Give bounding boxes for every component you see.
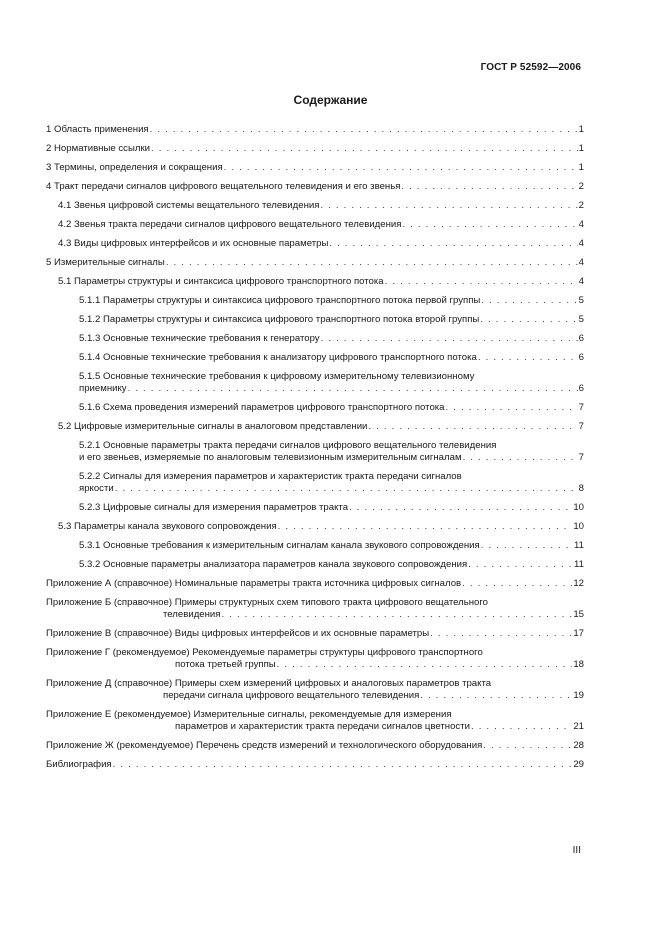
toc-entry-title: Приложение Б (справочное) Примеры структурных схем типового тракта цифрового вещательного: [46, 597, 488, 608]
toc-entry[interactable]: [46, 295, 584, 307]
dot-leader: [463, 452, 578, 464]
dot-leader: [471, 721, 572, 733]
dot-leader: [128, 383, 578, 395]
dot-leader: [480, 314, 577, 326]
dot-leader: [368, 421, 577, 433]
toc-entry-page: 1: [578, 143, 584, 154]
toc-entry[interactable]: [46, 238, 584, 250]
dot-leader: [221, 609, 572, 621]
toc-entry-title: 5.1.1 Параметры структуры и синтаксиса цифрового транспортного потока первой группы: [79, 295, 481, 306]
toc-entry-page: 6: [578, 333, 584, 344]
toc-entry-page: 17: [573, 628, 584, 639]
toc-entry[interactable]: [46, 333, 584, 345]
toc-entry-page: 28: [573, 740, 584, 751]
toc-entry-title: 5.1.2 Параметры структуры и синтаксиса цифрового транспортного потока второй группы: [79, 314, 480, 325]
toc-entry[interactable]: [46, 559, 584, 571]
toc-entry-page: 8: [578, 483, 584, 494]
dot-leader: [468, 559, 573, 571]
dot-leader: [478, 352, 578, 364]
dot-leader: [151, 143, 578, 155]
toc-entry-page: 4: [578, 238, 584, 249]
dot-leader: [402, 219, 577, 231]
toc-entry-title: Приложение Е (рекомендуемое) Измерительные сигналы, рекомендуемые для измерения: [46, 709, 452, 720]
toc-entry-title: и его звеньев, измеряемые по аналоговым телевизионным измерительным сигналам: [79, 452, 462, 463]
toc-entry[interactable]: [46, 678, 584, 702]
toc-entry-page: 15: [573, 609, 584, 620]
toc-entry-title: 3 Термины, определения и сокращения: [46, 162, 223, 173]
toc-entry-page: 2: [578, 200, 584, 211]
toc-entry-title: передачи сигнала цифрового вещательного телевидения: [163, 690, 420, 701]
toc-entry[interactable]: [46, 440, 584, 464]
toc-entry-title: 5.2 Цифровые измерительные сигналы в аналоговом представлении: [58, 421, 368, 432]
toc-entry-title: Приложение Г (рекомендуемое) Рекомендуемые параметры структуры цифрового транспортного: [46, 647, 483, 658]
toc-entry-title: Приложение Ж (рекомендуемое) Перечень средств измерений и технологического оборудования: [46, 740, 483, 751]
toc-entry[interactable]: [46, 181, 584, 193]
toc-entry[interactable]: [46, 740, 584, 752]
toc-entry-page: 4: [578, 219, 584, 230]
toc-entry[interactable]: [46, 143, 584, 155]
dot-leader: [349, 502, 572, 514]
toc-entry-page: 5: [578, 314, 584, 325]
toc-entry-title: приемнику: [79, 383, 127, 394]
toc-entry-page: 21: [573, 721, 584, 732]
toc-entry-title: 1 Область применения: [46, 124, 149, 135]
toc-entry[interactable]: [46, 521, 584, 533]
toc-entry-title: яркости: [79, 483, 114, 494]
toc-entry-page: 29: [573, 759, 584, 770]
toc-entry-title: 5.1 Параметры структуры и синтаксиса цифрового транспортного потока: [58, 276, 384, 287]
dot-leader: [224, 162, 578, 174]
dot-leader: [401, 181, 577, 193]
toc-entry-page: 1: [578, 162, 584, 173]
toc-entry-page: 18: [573, 659, 584, 670]
toc-entry-page: 10: [573, 502, 584, 513]
toc-entry-title: 5.1.3 Основные технические требования к генератору: [79, 333, 320, 344]
dot-leader: [321, 333, 578, 345]
toc-entry-title: телевидения: [163, 609, 221, 620]
dot-leader: [277, 659, 573, 671]
toc-entry-title: Приложение В (справочное) Виды цифровых интерфейсов и их основные параметры: [46, 628, 430, 639]
toc-entry[interactable]: [46, 628, 584, 640]
toc-entry-title: Приложение Д (справочное) Примеры схем измерений цифровых и аналоговых параметров тракта: [46, 678, 492, 689]
toc-entry[interactable]: [46, 257, 584, 269]
dot-leader: [481, 295, 577, 307]
toc-entry-title: 5.1.6 Схема проведения измерений параметров цифрового транспортного потока: [79, 402, 445, 413]
toc-entry-title: 2 Нормативные ссылки: [46, 143, 151, 154]
toc-entry[interactable]: [46, 200, 584, 212]
toc-entry[interactable]: [46, 709, 584, 733]
toc-entry-page: 7: [578, 452, 584, 463]
toc-entry[interactable]: [46, 162, 584, 174]
toc-entry-page: 10: [573, 521, 584, 532]
dot-leader: [385, 276, 578, 288]
toc-entry[interactable]: [46, 124, 584, 136]
toc-entry-title: 5.2.1 Основные параметры тракта передачи сигналов цифрового вещательного телевидения: [79, 440, 497, 451]
dot-leader: [420, 690, 572, 702]
toc-entry-title: 4 Тракт передачи сигналов цифрового вещательного телевидения и его звенья: [46, 181, 401, 192]
toc-entry-title: 4.1 Звенья цифровой системы вещательного телевидения: [58, 200, 320, 211]
toc-entry[interactable]: [46, 578, 584, 590]
dot-leader: [113, 759, 573, 771]
toc-entry[interactable]: [46, 502, 584, 514]
toc-entry-title: 5.3.1 Основные требования к измерительным сигналам канала звукового сопровождения: [79, 540, 480, 551]
toc-entry-title: 5.3 Параметры канала звукового сопровождения: [58, 521, 277, 532]
table-of-contents: [46, 124, 584, 771]
toc-entry[interactable]: [46, 540, 584, 552]
toc-entry[interactable]: [46, 647, 584, 671]
dot-leader: [481, 540, 573, 552]
toc-entry[interactable]: [46, 352, 584, 364]
toc-entry-title: Приложение А (справочное) Номинальные параметры тракта источника цифровых сигналов: [46, 578, 462, 589]
toc-entry-page: 4: [578, 276, 584, 287]
dot-leader: [446, 402, 578, 414]
dot-leader: [166, 257, 578, 269]
toc-entry-page: 7: [578, 402, 584, 413]
toc-entry-title: 4.2 Звенья тракта передачи сигналов цифрового вещательного телевидения: [58, 219, 402, 230]
toc-entry-title: 5.2.2 Сигналы для измерения параметров и характеристик тракта передачи сигналов: [79, 471, 462, 482]
toc-entry-page: 5: [578, 295, 584, 306]
page-number: III: [572, 845, 581, 856]
dot-leader: [320, 200, 577, 212]
toc-entry-title: параметров и характеристик тракта передачи сигналов цветности: [175, 721, 470, 732]
dot-leader: [483, 740, 572, 752]
toc-entry-title: 4.3 Виды цифровых интерфейсов и их основные параметры: [58, 238, 329, 249]
toc-entry-page: 7: [578, 421, 584, 432]
dot-leader: [329, 238, 577, 250]
toc-entry-title: Библиография: [46, 759, 112, 770]
toc-entry[interactable]: [46, 276, 584, 288]
toc-entry-page: 1: [578, 124, 584, 135]
toc-entry-page: 19: [573, 690, 584, 701]
toc-entry[interactable]: [46, 219, 584, 231]
toc-entry-page: 2: [578, 181, 584, 192]
toc-entry[interactable]: [46, 759, 584, 771]
toc-entry[interactable]: [46, 371, 584, 395]
toc-entry-page: 11: [574, 540, 584, 551]
toc-entry[interactable]: [46, 402, 584, 414]
toc-entry[interactable]: [46, 597, 584, 621]
toc-entry[interactable]: [46, 421, 584, 433]
toc-entry-title: 5 Измерительные сигналы: [46, 257, 165, 268]
toc-entry-title: потока третьей группы: [175, 659, 276, 670]
dot-leader: [430, 628, 572, 640]
toc-entry-title: 5.2.3 Цифровые сигналы для измерения параметров тракта: [79, 502, 349, 513]
toc-entry-page: 6: [578, 383, 584, 394]
document-code: ГОСТ Р 52592—2006: [480, 62, 581, 73]
dot-leader: [115, 483, 578, 495]
page-title: Содержание: [293, 93, 368, 107]
toc-entry-page: 4: [578, 257, 584, 268]
dot-leader: [278, 521, 573, 533]
dot-leader: [150, 124, 578, 136]
toc-entry[interactable]: [46, 471, 584, 495]
toc-entry[interactable]: [46, 314, 584, 326]
toc-entry-page: 11: [574, 559, 584, 570]
toc-entry-title: 5.1.4 Основные технические требования к анализатору цифрового транспортного потока: [79, 352, 477, 363]
toc-entry-title: 5.3.2 Основные параметры анализатора параметров канала звукового сопровождения: [79, 559, 468, 570]
toc-entry-title: 5.1.5 Основные технические требования к цифровому измерительному телевизионному: [79, 371, 475, 382]
toc-entry-page: 6: [578, 352, 584, 363]
toc-entry-page: 12: [573, 578, 584, 589]
dot-leader: [462, 578, 572, 590]
